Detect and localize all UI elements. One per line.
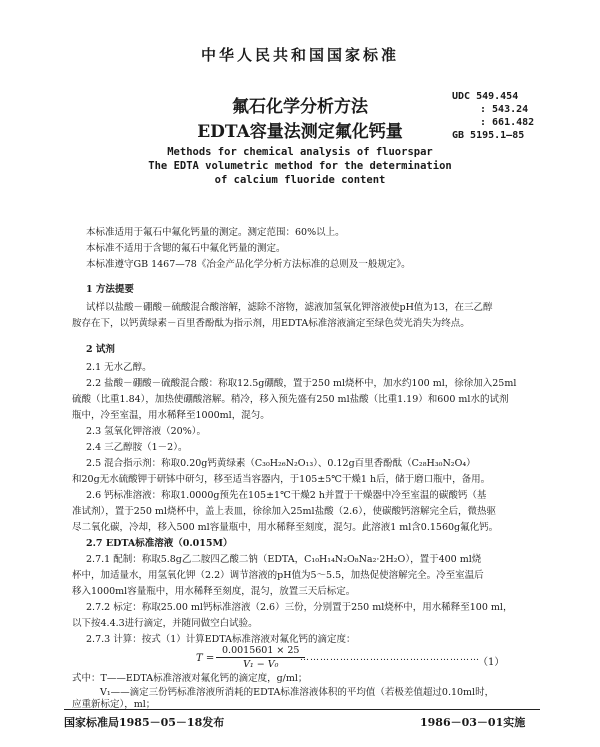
item-2-7-1-cont: 杯中，加适量水，用氢氧化钾（2.2）调节溶液的pH值为5～5.5，加热促使溶解完全。冷至室温后 xyxy=(72,570,484,581)
item-2-7: 2.7 EDTA标准溶液（0.015M） xyxy=(86,538,233,549)
item-2-5: 2.5 混合指示剂：称取0.20g钙黄绿素（C₃₀H₂₆N₂O₁₃）、0.12g百里香酚酞（C₂₈H₃₀N₂O₄） xyxy=(86,458,476,469)
formula-leader-dots: ……………………………………………… xyxy=(300,653,480,663)
formula-lhs: T = xyxy=(196,653,215,664)
section-2-heading: 2 试剂 xyxy=(86,344,115,355)
footer-rule xyxy=(64,709,540,710)
title-cn-line1: 氟石化学分析方法 xyxy=(232,97,368,117)
title-en-line2: The EDTA volumetric method for the determination xyxy=(148,160,452,172)
symbol-def-V1: V₁——滴定三份钙标准溶液所消耗的EDTA标准溶液体积的平均值（若极差值超过0.10ml时， xyxy=(100,687,495,698)
issue-date: 国家标准局1985－05－18发布 xyxy=(64,716,225,729)
item-2-7-2-cont: 以下按4.4.3进行滴定，并随同做空白试验。 xyxy=(72,618,258,629)
item-2-2-cont2: 瓶中，冷至室温，用水稀释至1000ml，混匀。 xyxy=(72,410,270,421)
symbol-def-V1-cont: 应重新标定），ml； xyxy=(72,699,156,710)
item-2-6-cont: 准试剂），置于250 ml烧杯中，盖上表皿，徐徐加入25ml盐酸（2.6），使碳酸钙溶解完全后，微热驱 xyxy=(72,506,496,517)
item-2-7-3: 2.7.3 计算：按式（1）计算EDTA标准溶液对氟化钙的滴定度： xyxy=(86,634,356,645)
udc-code: UDC 549.454 xyxy=(452,91,519,102)
standard-header: 中华人民共和国国家标准 xyxy=(200,46,399,64)
item-2-5-cont: 和20g无水硫酸钾于研钵中研匀，移至适当容器内，于105±5℃干燥1 h后，储于磨口瓶中，备用。 xyxy=(72,474,491,485)
item-2-4: 2.4 三乙醇胺（1－2）。 xyxy=(86,442,188,453)
formula-fraction xyxy=(216,645,305,670)
intro-compliance: 本标准遵守GB 1467—78《冶金产品化学分析方法标准的总则及一般规定》。 xyxy=(86,259,411,270)
symbol-def-T: 式中：T——EDTA标准溶液对氟化钙的滴定度，g/ml； xyxy=(72,673,308,684)
gb-number: GB 5195.1—85 xyxy=(452,130,525,141)
formula-denominator: V₁ − V₀ xyxy=(243,659,279,670)
section-1-heading: 1 方法提要 xyxy=(86,284,134,295)
section-1-body-cont: 胺存在下，以钙黄绿素－百里香酚酞为指示剂，用EDTA标准溶液滴定至绿色荧光消失为终点。 xyxy=(72,318,470,329)
udc-code-2: : 543.24 xyxy=(480,104,529,115)
item-2-7-1: 2.7.1 配制：称取5.8g乙二胺四乙酸二钠（EDTA，C₁₀H₁₄N₂O₈Na₂·2H₂O），置于400 ml烧 xyxy=(86,554,482,565)
item-2-6-cont2: 尽二氧化碳，冷却，移入500 ml容量瓶中，用水稀释至刻度，混匀。此溶液1 ml含0.1560g氟化钙。 xyxy=(72,522,499,533)
formula-numerator: 0.0015601 × 25 xyxy=(216,645,305,658)
section-1-body: 试样以盐酸－硼酸－硫酸混合酸溶解，滤除不溶物，滤液加氢氧化钾溶液使pH值为13，在三乙醇 xyxy=(86,302,493,313)
title-en-line1: Methods for chemical analysis of fluorspar xyxy=(167,146,433,158)
effective-date: 1986－03－01实施 xyxy=(420,716,526,729)
udc-code-3: : 661.482 xyxy=(480,117,535,128)
intro-exclusion: 本标准不适用于含锶的氟石中氟化钙量的测定。 xyxy=(86,243,286,254)
title-cn-line2: EDTA容量法测定氟化钙量 xyxy=(197,122,403,142)
title-en-line3: of calcium fluoride content xyxy=(214,174,386,186)
item-2-7-1-cont2: 移入1000ml容量瓶中，用水稀释至刻度，混匀，放置三天后标定。 xyxy=(72,586,356,597)
item-2-1: 2.1 无水乙醇。 xyxy=(86,362,152,373)
item-2-7-2: 2.7.2 标定：称取25.00 ml钙标准溶液（2.6）三份，分别置于250 ml烧杯中，用水稀释至100 ml， xyxy=(86,602,513,613)
intro-scope: 本标准适用于氟石中氟化钙量的测定。测定范围：60%以上。 xyxy=(86,227,345,238)
item-2-2: 2.2 盐酸－硼酸－硫酸混合酸：称取12.5g硼酸，置于250 ml烧杯中，加水约100 ml，徐徐加入25ml xyxy=(86,378,517,389)
item-2-2-cont: 硫酸（比重1.84），加热使硼酸溶解。稍冷，移入预先盛有250 ml盐酸（比重1.19）和600 ml水的试剂 xyxy=(72,394,509,405)
formula-number: （1） xyxy=(478,657,505,668)
item-2-6: 2.6 钙标准溶液：称取1.0000g预先在105±1℃干燥2 h并置于干燥器中冷至室温的碳酸钙（基 xyxy=(86,490,487,501)
item-2-3: 2.3 氢氧化钾溶液（20%）。 xyxy=(86,426,206,437)
